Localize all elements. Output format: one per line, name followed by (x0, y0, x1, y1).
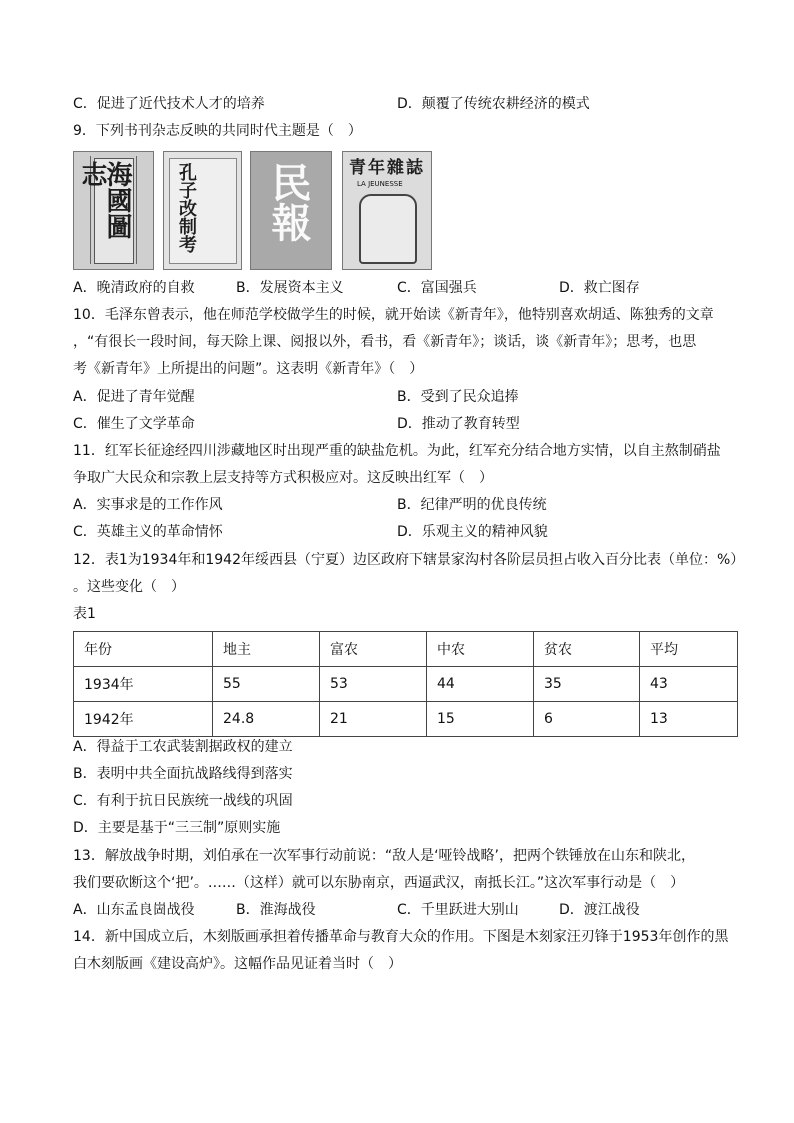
table-header-cell: 地主 (213, 632, 320, 667)
q11-option-a: A．实事求是的工作作风 (73, 497, 223, 513)
q11-option-d: D．乐观主义的精神风貌 (397, 524, 548, 540)
table-header-cell: 年份 (74, 632, 213, 667)
q13-stem-line-1: 13．解放战争时期，刘伯承在一次军事行动前说：“敌人是‘哑铃战略’，把两个铁锤放在山东和陕北， (73, 848, 695, 864)
q9-stem: 9．下列书刊杂志反映的共同时代主题是（ ） (73, 123, 362, 139)
q13-option-c: C．千里跃进大别山 (397, 902, 519, 918)
q14-stem-line-2: 白木刻版画《建设高炉》。这幅作品见证着当时（ ） (73, 956, 402, 972)
table-header-cell: 富农 (320, 632, 427, 667)
table-cell: 43 (640, 667, 738, 702)
table-caption: 表1 (73, 606, 96, 622)
magazine-cover-xinqingnian: 青年雜誌 LA JEUNESSE (342, 151, 432, 270)
table-header-cell: 中农 (427, 632, 534, 667)
table-cell: 15 (427, 702, 534, 737)
magazine-cover-minbao: 民報 (250, 151, 332, 270)
table-cell: 6 (534, 702, 640, 737)
table-header-cell: 平均 (640, 632, 738, 667)
q13-option-d: D．渡江战役 (559, 902, 640, 918)
table-cell: 35 (534, 667, 640, 702)
q10-option-a: A．促进了青年觉醒 (73, 389, 195, 405)
q8-option-c: C．促进了近代技术人才的培养 (73, 96, 265, 112)
q12-option-a: A．得益于工农武装割据政权的建立 (73, 739, 293, 755)
q11-option-c: C．英雄主义的革命情怀 (73, 524, 223, 540)
table-cell: 24.8 (213, 702, 320, 737)
q10-option-d: D．推动了教育转型 (397, 416, 520, 432)
q14-stem-line-1: 14．新中国成立后，木刻版画承担着传播革命与教育大众的作用。下图是木刻家汪刃锋于1953年创作的黑 (73, 929, 729, 945)
table-cell: 55 (213, 667, 320, 702)
q12-option-c: C．有利于抗日民族统一战线的巩固 (73, 793, 293, 809)
book-cover-haiguotuzhi: 海國圖志 (73, 151, 154, 270)
q12-option-d: D．主要是基于“三三制”原则实施 (73, 820, 281, 836)
table-cell: 1934年 (74, 667, 213, 702)
table-header-row (74, 632, 738, 667)
q9-option-d: D．救亡图存 (559, 280, 640, 296)
income-share-table (73, 631, 738, 737)
table-cell: 13 (640, 702, 738, 737)
book-cover-kongzigaizhikao: 孔子改制考 (163, 151, 242, 270)
q10-option-c: C．催生了文学革命 (73, 416, 195, 432)
q13-option-b: B．淮海战役 (236, 902, 316, 918)
q9-option-c: C．富国强兵 (397, 280, 477, 296)
table-cell: 21 (320, 702, 427, 737)
table-row (74, 702, 738, 737)
q12-stem-line-2: 。这些变化（ ） (73, 579, 185, 595)
table-cell: 53 (320, 667, 427, 702)
q9-option-b: B．发展资本主义 (236, 280, 344, 296)
q12-stem-line-1: 12．表1为1934年和1942年绥西县（宁夏）边区政府下辖景家沟村各阶层员担占收入百分比表（单位：%） (73, 552, 745, 568)
table-row (74, 667, 738, 702)
q11-stem-line-1: 11．红军长征途经四川涉藏地区时出现严重的缺盐危机。为此，红军充分结合地方实情，以自主熬制硝盐 (73, 443, 721, 459)
q10-stem-line-1: 10．毛泽东曾表示，他在师范学校做学生的时候，就开始读《新青年》，他特别喜欢胡适、陈独秀的文章 (73, 307, 714, 323)
q10-stem-line-3: 考《新青年》上所提出的问题”。这表明《新青年》（ ） (73, 361, 424, 377)
q11-stem-line-2: 争取广大民众和宗教上层支持等方式积极应对。这反映出红军（ ） (73, 470, 493, 486)
q10-option-b: B．受到了民众追捧 (397, 389, 519, 405)
q8-option-d: D．颠覆了传统农耕经济的模式 (397, 96, 590, 112)
q10-stem-line-2: ，“有很长一段时间，每天除上课、阅报以外，看书，看《新青年》；谈话，谈《新青年》；思考，也思 (73, 334, 697, 350)
q12-option-b: B．表明中共全面抗战路线得到落实 (73, 766, 293, 782)
table-cell: 44 (427, 667, 534, 702)
table-header-cell: 贫农 (534, 632, 640, 667)
q13-option-a: A．山东孟良崮战役 (73, 902, 195, 918)
q9-option-a: A．晚清政府的自救 (73, 280, 195, 296)
q13-stem-line-2: 我们要砍断这个‘把’。……（这样）就可以东胁南京，西逼武汉，南抵长江。”这次军事行动是（ ） (73, 875, 685, 891)
q11-option-b: B．纪律严明的优良传统 (397, 497, 547, 513)
table-cell: 1942年 (74, 702, 213, 737)
